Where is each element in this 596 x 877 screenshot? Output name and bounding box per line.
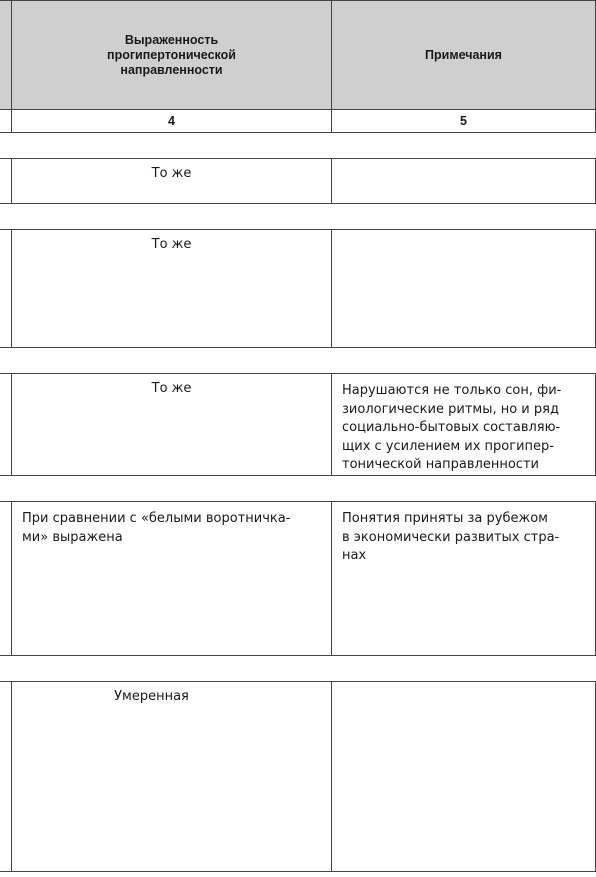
table-row <box>0 159 596 204</box>
note-cell <box>332 159 596 204</box>
note-text <box>332 159 595 167</box>
note-text <box>332 682 595 690</box>
expression-cell <box>12 682 332 872</box>
header-cell-notes <box>332 1 596 110</box>
note-cell <box>332 502 596 656</box>
expression-cell <box>12 230 332 348</box>
table-row <box>0 682 596 872</box>
row-separator <box>0 204 596 230</box>
column-number-4: 4 <box>12 110 332 133</box>
table-header-row <box>0 1 596 110</box>
header-expression-label: Выраженность прогипертонической направленности <box>107 32 236 77</box>
row-left-edge <box>0 682 12 872</box>
note-cell <box>332 682 596 872</box>
expression-text: То же <box>151 381 192 396</box>
row-left-edge <box>0 502 12 656</box>
header-cell-expression <box>12 1 332 110</box>
expression-cell <box>12 374 332 476</box>
note-text <box>332 230 595 238</box>
expression-text: При сравнении с «белыми воротничка- ми» выражена <box>22 511 291 545</box>
note-text: Нарушаются не только сон, фи- зиологические ритмы, но и ряд социально-бытовых составляю- щих с усилением их прогипер- тонической направленности <box>342 383 562 472</box>
expression-text: Умеренная <box>114 689 189 704</box>
row-left-edge <box>0 159 12 204</box>
row-separator <box>0 656 596 682</box>
note-cell <box>332 374 596 476</box>
column-number-5: 5 <box>332 110 596 133</box>
row-separator <box>0 133 596 159</box>
row-separator <box>0 476 596 502</box>
note-cell <box>332 230 596 348</box>
expression-cell <box>12 502 332 656</box>
table-row <box>0 230 596 348</box>
table-row <box>0 502 596 656</box>
header-notes-label: Примечания <box>425 48 502 62</box>
header-cell-left-edge <box>0 1 12 110</box>
expression-text: То же <box>151 166 192 181</box>
row-separator <box>0 348 596 374</box>
expression-cell <box>12 159 332 204</box>
column-number-left-edge <box>0 110 12 133</box>
row-left-edge <box>0 230 12 348</box>
note-text: Понятия приняты за рубежом в экономически развитых стра- нах <box>342 511 560 563</box>
expression-text: То же <box>151 237 192 252</box>
table-row <box>0 374 596 476</box>
row-left-edge <box>0 374 12 476</box>
column-number-row <box>0 110 596 133</box>
